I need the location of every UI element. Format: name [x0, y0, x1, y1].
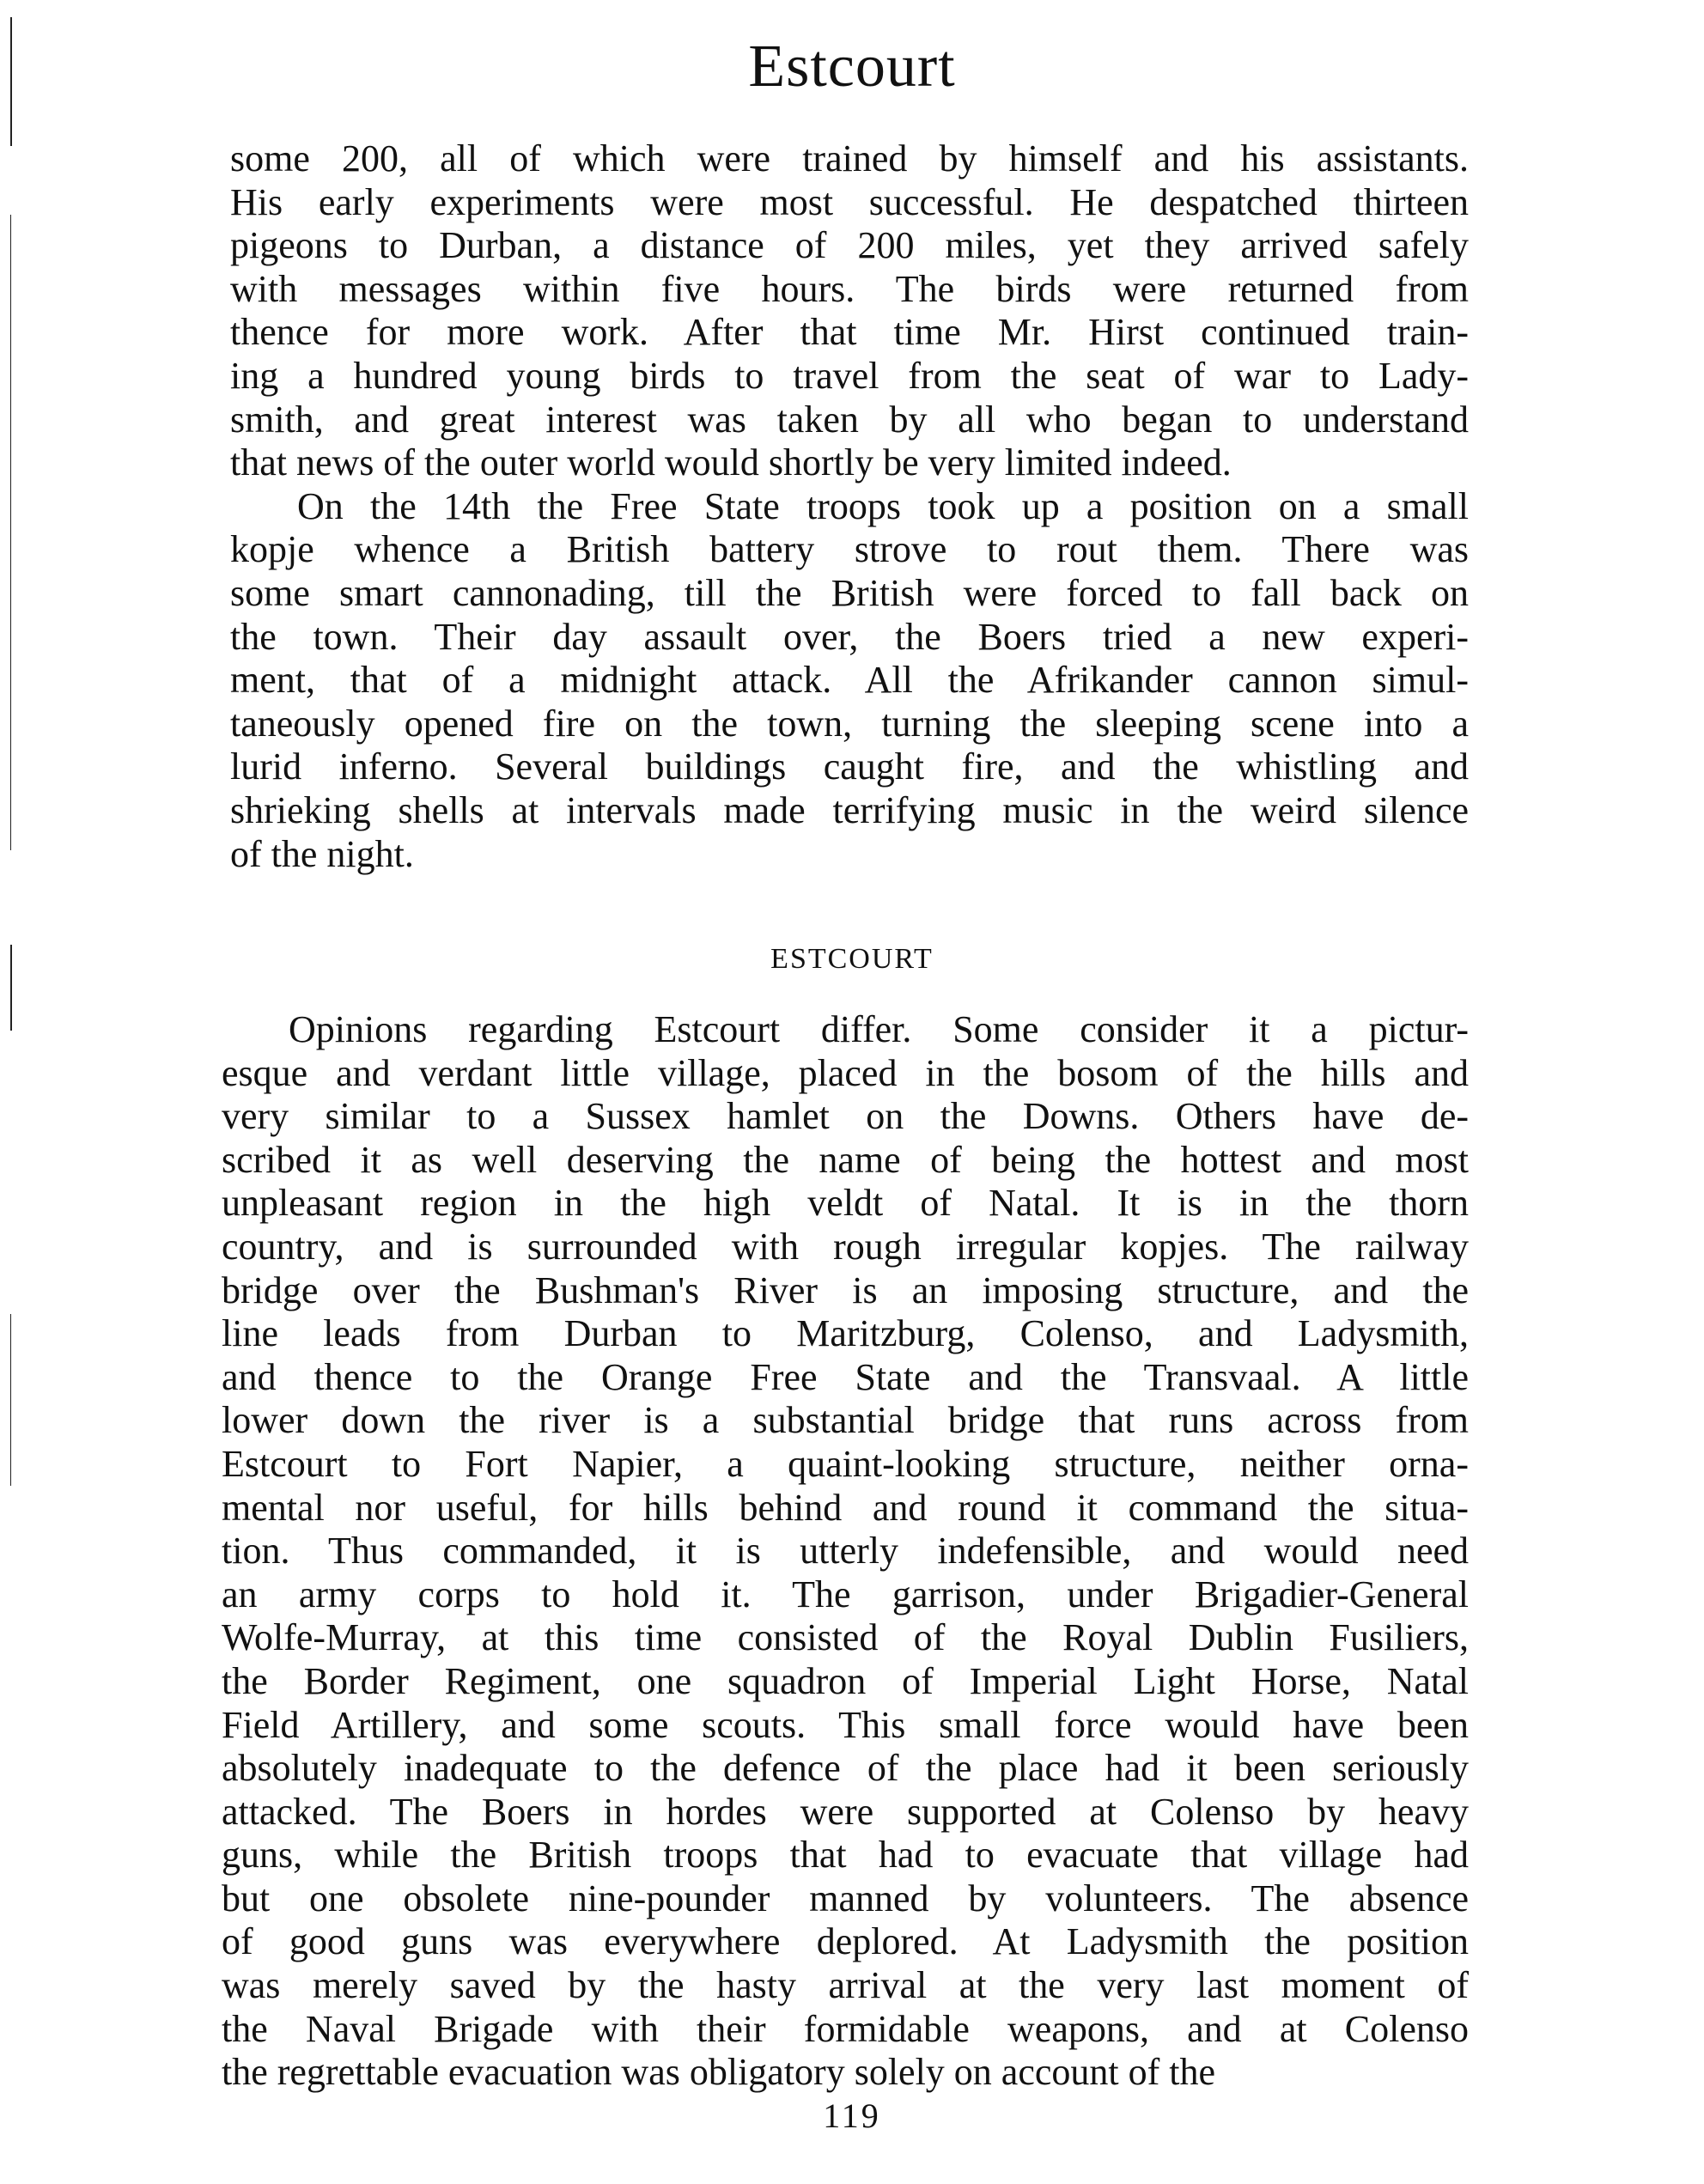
- text-line: guns, while the British troops that had to evacuate that village had: [222, 1834, 1469, 1877]
- text-line: Estcourt to Fort Napier, a quaint-looking structure, neither orna-: [222, 1442, 1469, 1485]
- scan-margin-mark: [10, 1314, 11, 1486]
- text-line: absolutely inadequate to the defence of the place had it been seriously: [222, 1747, 1469, 1790]
- scan-margin-mark: [10, 215, 11, 850]
- text-line: unpleasant region in the high veldt of Natal. It is in the thorn: [222, 1182, 1469, 1225]
- text-line: tion. Thus commanded, it is utterly indefensible, and would need: [222, 1530, 1469, 1573]
- text-line: that news of the outer world would shortly be very limited indeed.: [230, 441, 1232, 484]
- text-line: shrieking shells at intervals made terrifying music in the weird silence: [230, 788, 1469, 831]
- text-line: Opinions regarding Estcourt differ. Some consider it a pictur-: [289, 1008, 1469, 1050]
- text-line: taneously opened fire on the town, turning the sleeping scene into a: [230, 702, 1469, 745]
- text-line: an army corps to hold it. The garrison, under Brigadier-General: [222, 1573, 1469, 1615]
- text-line: Wolfe-Murray, at this time consisted of the Royal Dublin Fusiliers,: [222, 1616, 1469, 1659]
- text-line: the town. Their day assault over, the Boers tried a new experi-: [230, 615, 1469, 658]
- text-line: scribed it as well deserving the name of being the hottest and most: [222, 1138, 1469, 1181]
- text-line: line leads from Durban to Maritzburg, Colenso, and Ladysmith,: [222, 1312, 1469, 1355]
- text-line: thence for more work. After that time Mr. Hirst continued train-: [230, 311, 1469, 354]
- text-line: the Naval Brigade with their formidable weapons, and at Colenso: [222, 2007, 1469, 2050]
- text-line: the regrettable evacuation was obligatory solely on account of the: [222, 2051, 1216, 2094]
- text-line: ing a hundred young birds to travel from the seat of war to Lady-: [230, 354, 1469, 397]
- text-line: of the night.: [230, 832, 414, 875]
- text-line: pigeons to Durban, a distance of 200 miles, yet they arrived safely: [230, 224, 1469, 267]
- text-line: attacked. The Boers in hordes were supported at Colenso by heavy: [222, 1790, 1469, 1833]
- section-heading: ESTCOURT: [770, 943, 934, 975]
- text-line: very similar to a Sussex hamlet on the Downs. Others have de-: [222, 1095, 1469, 1138]
- text-line: but one obsolete nine-pounder manned by volunteers. The absence: [222, 1877, 1469, 1919]
- text-line: of good guns was everywhere deplored. At Ladysmith the position: [222, 1920, 1469, 1963]
- text-line: some smart cannonading, till the British were forced to fall back on: [230, 571, 1469, 614]
- text-line: bridge over the Bushman's River is an imposing structure, and the: [222, 1268, 1469, 1311]
- text-line: His early experiments were most successful. He despatched thirteen: [230, 180, 1469, 223]
- page-number: 119: [823, 2096, 881, 2135]
- text-line: and thence to the Orange Free State and the Transvaal. A little: [222, 1355, 1469, 1398]
- text-line: lurid inferno. Several buildings caught fire, and the whistling and: [230, 745, 1469, 788]
- body-text: [230, 137, 1469, 876]
- text-line: mental nor useful, for hills behind and round it command the situa-: [222, 1486, 1469, 1529]
- section-body-text: [222, 1008, 1469, 2095]
- text-line: some 200, all of which were trained by himself and his assistants.: [230, 137, 1469, 179]
- text-line: the Border Regiment, one squadron of Imperial Light Horse, Natal: [222, 1659, 1469, 1702]
- text-line: kopje whence a British battery strove to rout them. There was: [230, 528, 1469, 571]
- text-line: lower down the river is a substantial bridge that runs across from: [222, 1399, 1469, 1442]
- page-title: Estcourt: [748, 33, 956, 100]
- text-line: ment, that of a midnight attack. All the Afrikander cannon simul-: [230, 659, 1469, 702]
- text-line: with messages within five hours. The birds were returned from: [230, 267, 1469, 310]
- text-line: Field Artillery, and some scouts. This small force would have been: [222, 1703, 1469, 1746]
- text-line: esque and verdant little village, placed in the bosom of the hills and: [222, 1051, 1469, 1094]
- text-line: On the 14th the Free State troops took up a position on a small: [297, 484, 1469, 527]
- text-line: was merely saved by the hasty arrival at the very last moment of: [222, 1964, 1469, 2007]
- text-line: country, and is surrounded with rough irregular kopjes. The railway: [222, 1225, 1469, 1268]
- text-line: smith, and great interest was taken by all who began to understand: [230, 398, 1469, 441]
